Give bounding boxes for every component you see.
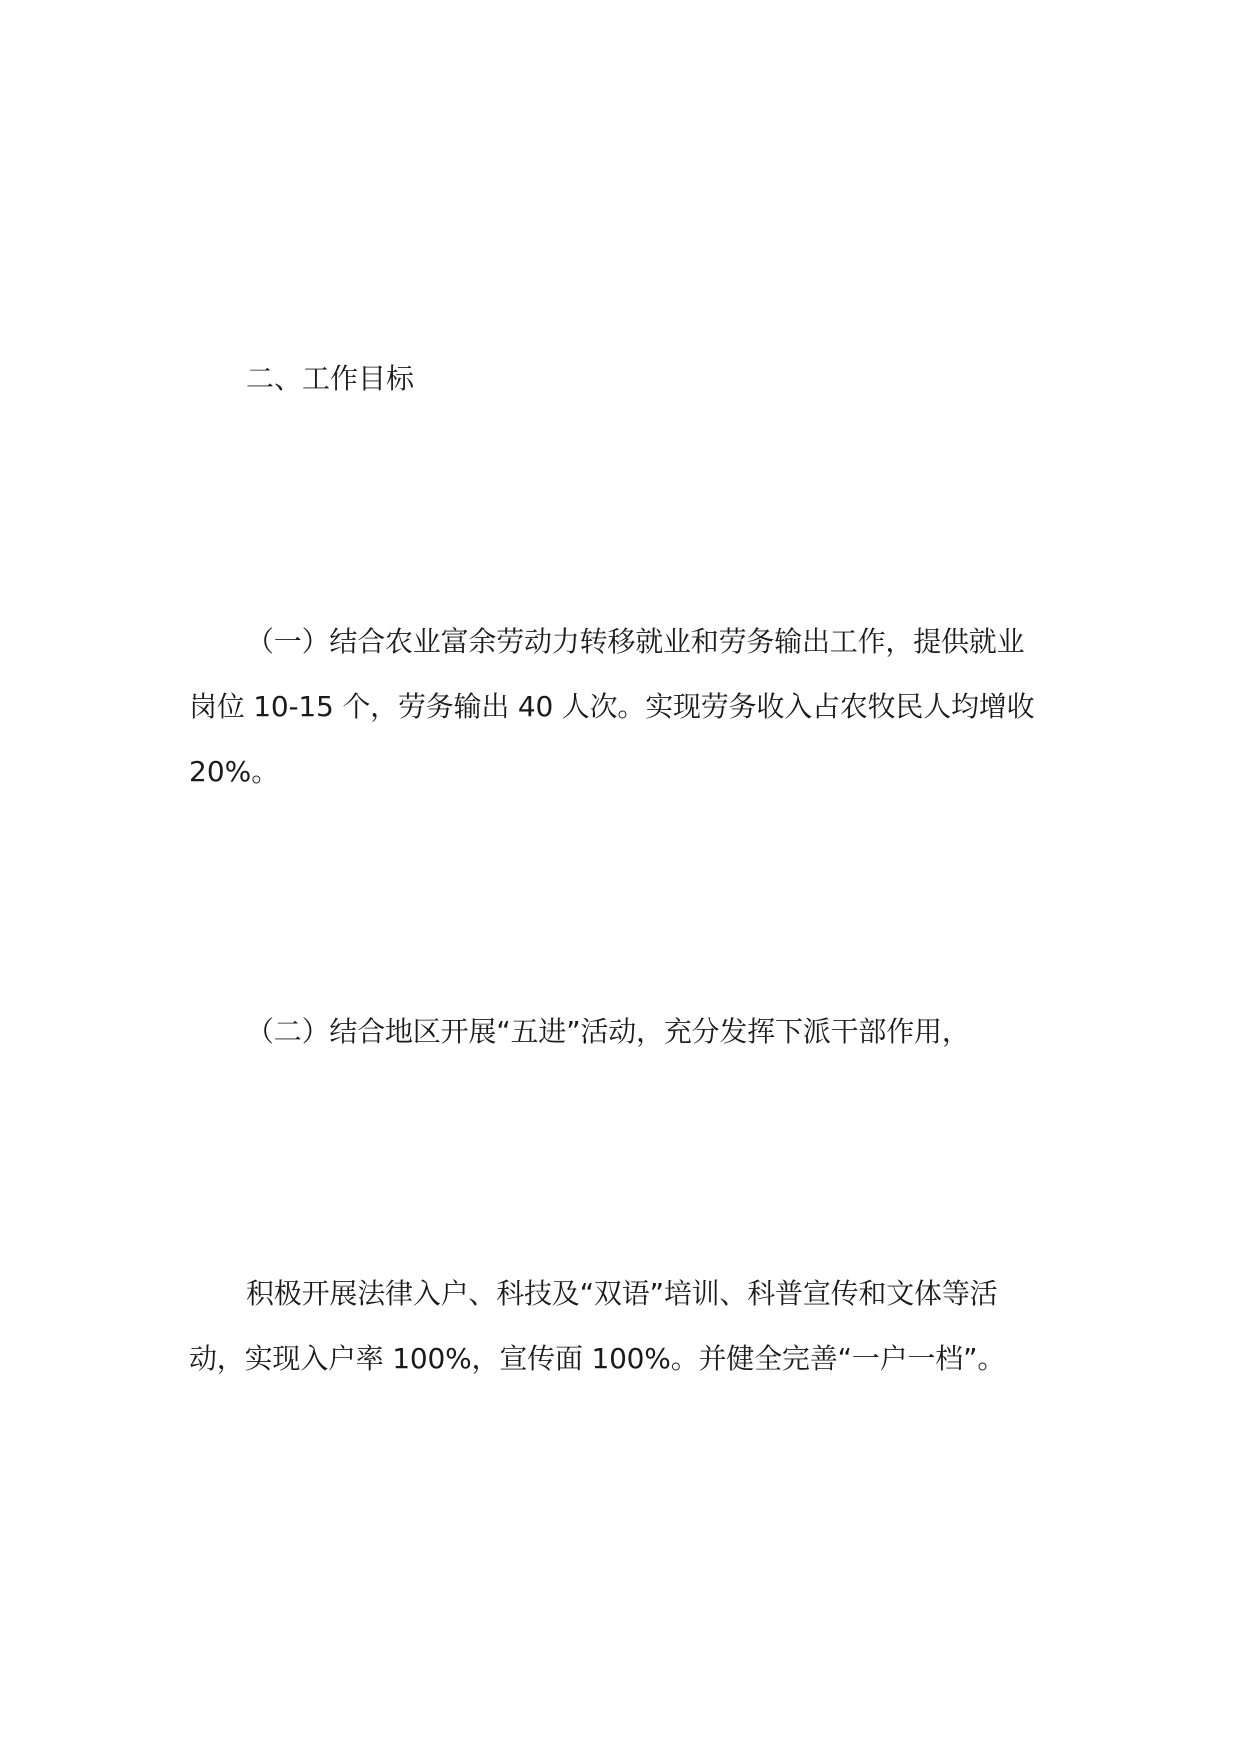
section-heading: 二、工作目标 xyxy=(246,362,415,395)
paragraph-3-line-2: 动，实现入户率 100%，宣传面 100%。并健全完善“一户一档”。 xyxy=(189,1342,1006,1375)
paragraph-1-line-1: （一）结合农业富余劳动力转移就业和劳务输出工作，提供就业 xyxy=(246,625,1025,658)
paragraph-1-line-3: 20%。 xyxy=(189,755,280,788)
paragraph-2-line-1: （二）结合地区开展“五进”活动，充分发挥下派干部作用， xyxy=(246,1015,970,1048)
paragraph-3-line-1: 积极开展法律入户、科技及“双语”培训、科普宣传和文体等活 xyxy=(246,1277,998,1310)
paragraph-1-line-2: 岗位 10-15 个，劳务输出 40 人次。实现劳务收入占农牧民人均增收 xyxy=(189,690,1035,723)
